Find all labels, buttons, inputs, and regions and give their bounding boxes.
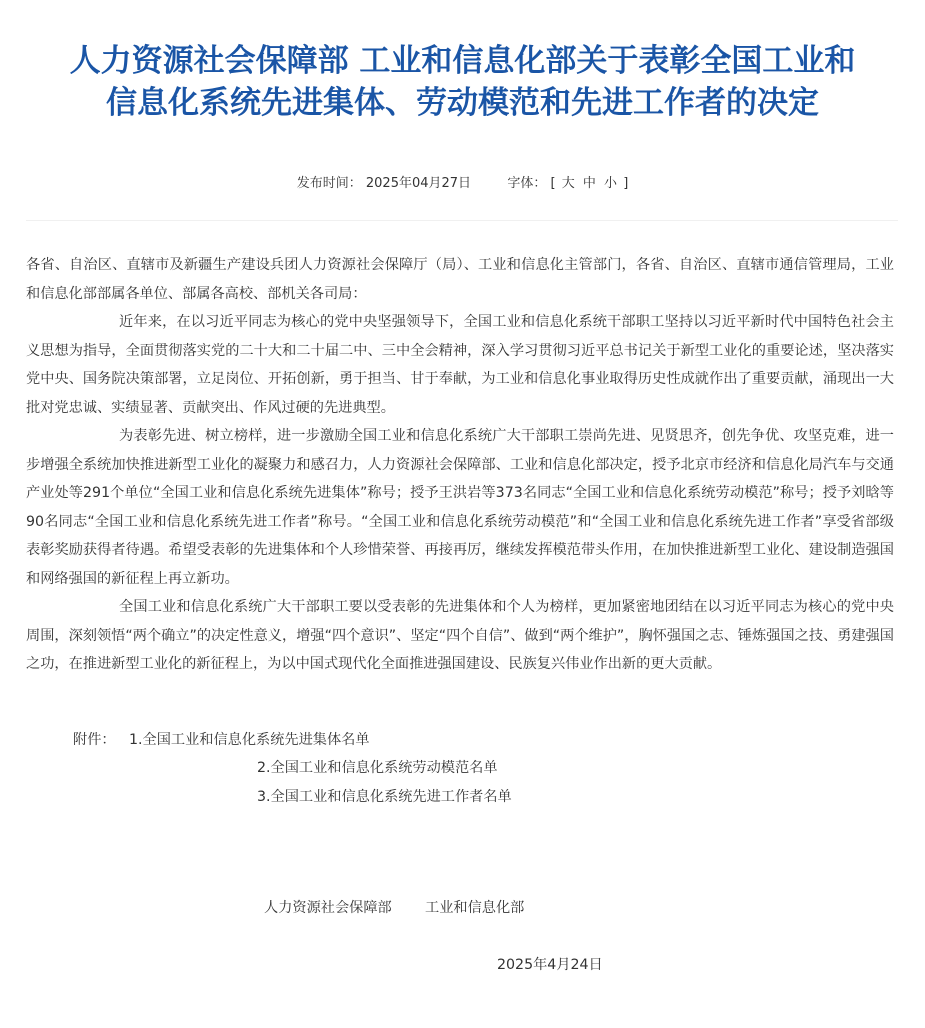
font-size-medium-button[interactable]: 中 bbox=[582, 176, 596, 191]
body-paragraph-1: 近年来，在以习近平同志为核心的党中央坚强领导下，全国工业和信息化系统干部职工坚持以习近平新时代中国特色社会主义思想为指导，全面贯彻落实党的二十大和二十届二中、三中全会精神，深入学习贯彻习近平总书记关于新型工业化的重要论述，坚决落实党中央、国务院决策部署，立足岗位、开拓创新，勇于担当、甘于奉献，为工业和信息化事业取得历史性成就作出了重要贡献，涌现出一大批对党忠诚、实绩显著、贡献突出、作风过硬的先进典型。 bbox=[26, 314, 894, 416]
page-title bbox=[20, 40, 905, 124]
signature-date: 2025年4月24日 bbox=[497, 957, 603, 973]
font-size-label: 字体： bbox=[507, 176, 547, 191]
article-body bbox=[26, 251, 894, 679]
title-line-2: 信息化系统先进集体、劳动模范和先进工作者的决定 bbox=[106, 85, 819, 121]
attachment-label: 附件： bbox=[73, 732, 116, 748]
attachment-item-2[interactable]: 2.全国工业和信息化系统劳动模范名单 bbox=[257, 760, 498, 776]
body-paragraph-3: 全国工业和信息化系统广大干部职工要以受表彰的先进集体和个人为榜样，更加紧密地团结在以习近平同志为核心的党中央周围，深刻领悟“两个确立”的决定性意义，增强“四个意识”、坚定“四个自信”、做到“两个维护”，胸怀强国之志、锤炼强国之技、勇建强国之功，在推进新型工业化的新征程上，为以中国式现代化全面推进强国建设、民族复兴伟业作出新的更大贡献。 bbox=[26, 599, 894, 672]
title-line-1: 人力资源社会保障部 工业和信息化部关于表彰全国工业和 bbox=[69, 43, 856, 79]
attachment-item-1[interactable]: 1.全国工业和信息化系统先进集体名单 bbox=[129, 732, 370, 748]
publish-date: 2025年04月27日 bbox=[365, 176, 472, 191]
font-size-small-button[interactable]: 小 bbox=[604, 176, 618, 191]
font-size-large-button[interactable]: 大 bbox=[561, 176, 575, 191]
issuer-mohrss: 人力资源社会保障部 bbox=[264, 900, 392, 916]
article-meta bbox=[0, 172, 925, 191]
bracket-close: ] bbox=[623, 176, 629, 191]
body-paragraph-2: 为表彰先进、树立榜样，进一步激励全国工业和信息化系统广大干部职工崇尚先进、见贤思齐，创先争优、攻坚克难，进一步增强全系统加快推进新型工业化的凝聚力和感召力，人力资源社会保障部、工业和信息化部决定，授予北京市经济和信息化局汽车与交通产业处等291个单位“全国工业和信息化系统先进集体”称号；授予王洪岩等373名同志“全国工业和信息化系统劳动模范”称号；授予刘晗等90名同志“全国工业和信息化系统先进工作者”称号。“全国工业和信息化系统劳动模范”和“全国工业和信息化系统先进工作者”享受省部级表彰奖励获得者待遇。希望受表彰的先进集体和个人珍惜荣誉、再接再厉，继续发挥模范带头作用，在加快推进新型工业化、建设制造强国和网络强国的新征程上再立新功。 bbox=[26, 428, 894, 587]
issuer-miit: 工业和信息化部 bbox=[425, 900, 525, 916]
meta-divider bbox=[26, 220, 898, 221]
addressee-paragraph: 各省、自治区、直辖市及新疆生产建设兵团人力资源社会保障厅（局）、工业和信息化主管部门，各省、自治区、直辖市通信管理局，工业和信息化部部属各单位、部属各高校、部机关各司局： bbox=[26, 257, 894, 302]
bracket-open: [ bbox=[550, 176, 556, 191]
publish-label: 发布时间： bbox=[296, 176, 362, 191]
attachment-item-3[interactable]: 3.全国工业和信息化系统先进工作者名单 bbox=[257, 789, 512, 805]
